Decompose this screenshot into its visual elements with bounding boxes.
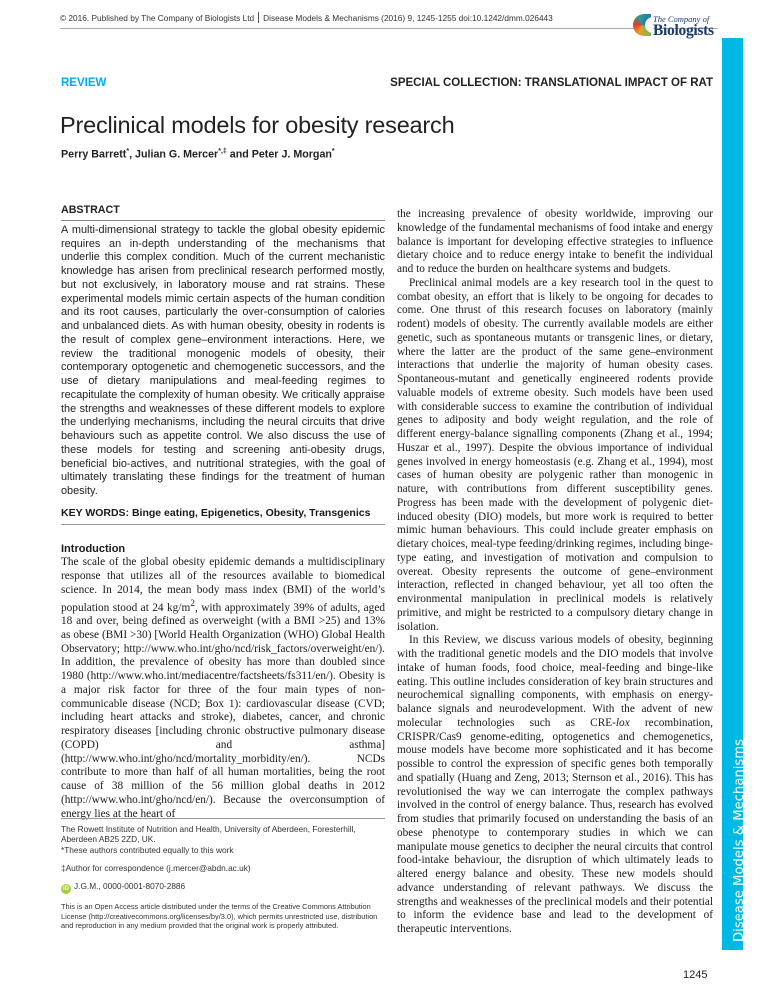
text-run: In this Review, we discuss various models of obesity, beginning with the traditional genetic models and the DIO models that involve intake of human foods, food choice, meal-feeding and binge-like eating. This outline includes consideration of key brain structures and neurochemical signalling components, with emphasis on energy-balance signals and neurodevelopment. With the advent of new molecular technologies such as CRE-: [397, 634, 713, 729]
text-run: recombination, CRISPR/Cas9 genome-editing, optogenetics and chemogenetics, mouse models have become more sophisticated and it has become possible to control the expression of specific genes both temporally and spatially (Huang and Zeng, 2013; Sternson et al., 2016). This has revolutionised the way we can interrogate the complex pathways involved in the control of energy balance. Thus, research has evolved from studies that primarily focused on understanding the basis of an obese phenotype to contemporary studies in which we can manipulate mouse genetics to decipher the neural circuits that control food-intake behaviour, the disruption of which ultimately leads to altered energy balance and obesity. These new models should advance understanding of relevant pathways. We discuss the strengths and weaknesses of the preclinical models and their potential to inform the evidence base and lead to the development of therapeutic interventions.: [397, 716, 713, 935]
left-column: [61, 204, 385, 821]
author-name: Perry Barrett: [61, 148, 127, 161]
logo-text-big: Biologists: [653, 22, 714, 39]
text-run: The scale of the global obesity epidemic demands a multidisciplinary response that utilizes all of the resources available to biomedical science. In 2014, the mean body mass index (BMI) of the world’s population stood at 24 kg/m: [61, 556, 385, 614]
journal-side-band: [722, 38, 747, 950]
orcid-icon[interactable]: iD: [63, 886, 69, 893]
author-separator: ,: [129, 148, 136, 161]
introduction-paragraph-2: Preclinical animal models are a key research tool in the quest to combat obesity, an effort that is likely to be ongoing for decades to come. One thrust of this research focuses on laboratory (mainly rodent) models of obesity. The currently available models are either genetic, such as spontaneous mutants or transgenic lines, or dietary, where the latter are the product of the same gene–environment interactions that underlie the majority of human obesity cases. Spontaneous-mutant and genetically engineered rodents provide valuable models of extreme obesity. Such models have been used with considerable success to examine the contribution of individual genes to adiposity and body weight regulation, and the role of different energy-balance signalling components (Zhang et al., 1994; Huszar et al., 1997). Despite the obvious importance of individual genes involved in energy homeostasis (e.g. Zhang et al., 1994), most cases of human obesity are polygenic rather than monogenic in nature, with contributions from different susceptibility genes. Progress has been made with the development of polygenic diet-induced obesity (DIO) models, but more work is required to better mimic human behaviours. This could include greater emphasis on dietary choices, meal-type feeding/drinking regimes, including binge-type eating, and investigation of motivation and compulsion to overeat. Obesity represents the outcome of gene–environment interaction, reflected in changed behaviour, yet all too often the environmental manipulation in preclinical models is relatively primitive, and might be restricted to a compulsory dietary change in isolation.: [397, 276, 713, 633]
citation-text: Disease Models & Mechanisms (2016) 9, 1245-1255 doi:10.1242/dmm.026443: [263, 13, 553, 23]
orcid-id[interactable]: J.G.M., 0000-0001-8070-2886: [74, 881, 186, 892]
header-rule: [60, 28, 718, 29]
running-head: [60, 12, 620, 23]
author-name: Peter J. Morgan: [251, 148, 332, 161]
author-marks: *: [331, 148, 335, 155]
right-column: [397, 208, 713, 937]
article-title: Preclinical models for obesity research: [60, 112, 455, 138]
abstract-text: A multi-dimensional strategy to tackle the global obesity epidemic requires an in-depth understanding of the mechanisms that underlie this complex condition. Much of the current mechanistic knowledge has arisen from preclinical research performed mostly, but not exclusively, in laboratory mouse and rat strains. These experimental models mimic certain aspects of the human condition and its root causes, particularly the over-consumption of calories and unbalanced diets. As with human obesity, obesity in rodents is the result of complex gene–environment interactions. Here, we review the traditional monogenic models of obesity, their contemporary optogenetic and chemogenetic successors, and the use of dietary manipulations and meal-feeding regimes to recapitulate the complexity of human obesity. We critically appraise the strengths and weaknesses of these different models to explore the underlying mechanisms, including the neural circuits that drive behaviours such as appetite control. We also discuss the use of these models for testing and screening anti-obesity drugs, beneficial bio-actives, and nutritional strategies, with the goal of ultimately translating these findings for the treatment of human obesity.: [61, 223, 385, 497]
footnotes: [61, 818, 385, 931]
keywords: KEY WORDS: Binge eating, Epigenetics, Obesity, Transgenics: [61, 507, 385, 525]
logo-mark-icon: [633, 14, 651, 36]
author-list: [61, 148, 335, 161]
journal-name-vertical: Disease Models & Mechanisms: [731, 739, 747, 942]
superscript: 2: [190, 598, 195, 609]
section-label: REVIEW: [61, 77, 107, 89]
author-marks: *,‡: [218, 148, 227, 155]
publisher-logo: [633, 14, 723, 42]
equal-contribution-note: *These authors contributed equally to this work: [61, 844, 234, 855]
correspondence-note: ‡Author for correspondence (j.mercer@abdn.ac.uk): [61, 862, 251, 873]
introduction-paragraph-3: [397, 634, 713, 937]
introduction-heading: Introduction: [61, 542, 126, 555]
copyright-text: © 2016. Published by The Company of Biologists Ltd: [60, 13, 255, 23]
author-marks: *: [126, 148, 130, 155]
orcid-line: [61, 881, 385, 894]
collection-label: SPECIAL COLLECTION: TRANSLATIONAL IMPACT OF RAT: [390, 77, 713, 89]
author-name: Julian G. Mercer: [135, 148, 219, 161]
abstract-heading: ABSTRACT: [61, 204, 385, 221]
affiliation: The Rowett Institute of Nutrition and Health, University of Aberdeen, Foresterhill, Aberdeen AB25 2ZD, UK.: [61, 824, 356, 845]
italic-text: lox: [615, 716, 630, 729]
author-separator: and: [226, 148, 252, 161]
introduction-paragraph-1: [61, 556, 385, 821]
text-run: , with approximately 39% of adults, aged 18 and over, being defined as overweight (with a BMI >25) and 13% as obese (BMI >30) [World Health Organization (WHO) Global Health Observatory; http://www.who.int/gho/ncd/risk_factors/overweight/en/). In addition, the prevalence of obesity has more than doubled since 1980 (http://www.who.int/mediacentre/factsheets/fs311/en/). Obesity is a major risk factor for three of the four main types of non-communicable disease (NCD; Box 1): cardiovascular disease (CVD; including heart attacks and stroke), diabetes, cancer, and chronic respiratory diseases [including chronic obstructive pulmonary disease (COPD) and asthma] (http://www.who.int/gho/ncd/mortality_morbidity/en/). NCDs contribute to more than half of all human mortalities, being the root cause of 38 million of the 56 million global deaths in 2012 (http://www.who.int/gho/ncd/en/). Because the overconsumption of energy lies at the heart of: [61, 601, 385, 820]
divider: [258, 12, 259, 23]
page-number: 1245: [683, 969, 708, 981]
open-access-note: This is an Open Access article distributed under the terms of the Creative Commons Attribution License (http://creativecommons.org/licenses/by/3.0), which permits unrestricted use, distribution and reproduction in any medium provided that the original work is properly attributed.: [61, 902, 378, 931]
introduction-paragraph-1-continued: the increasing prevalence of obesity worldwide, improving our knowledge of the fundamental mechanisms of food intake and energy balance is important for developing effective strategies to influence dietary choice and to reduce energy intake to benefit the individual and to reduce the burden on healthcare systems and budgets.: [397, 208, 713, 275]
logo-text-small: The Company of: [653, 14, 710, 24]
